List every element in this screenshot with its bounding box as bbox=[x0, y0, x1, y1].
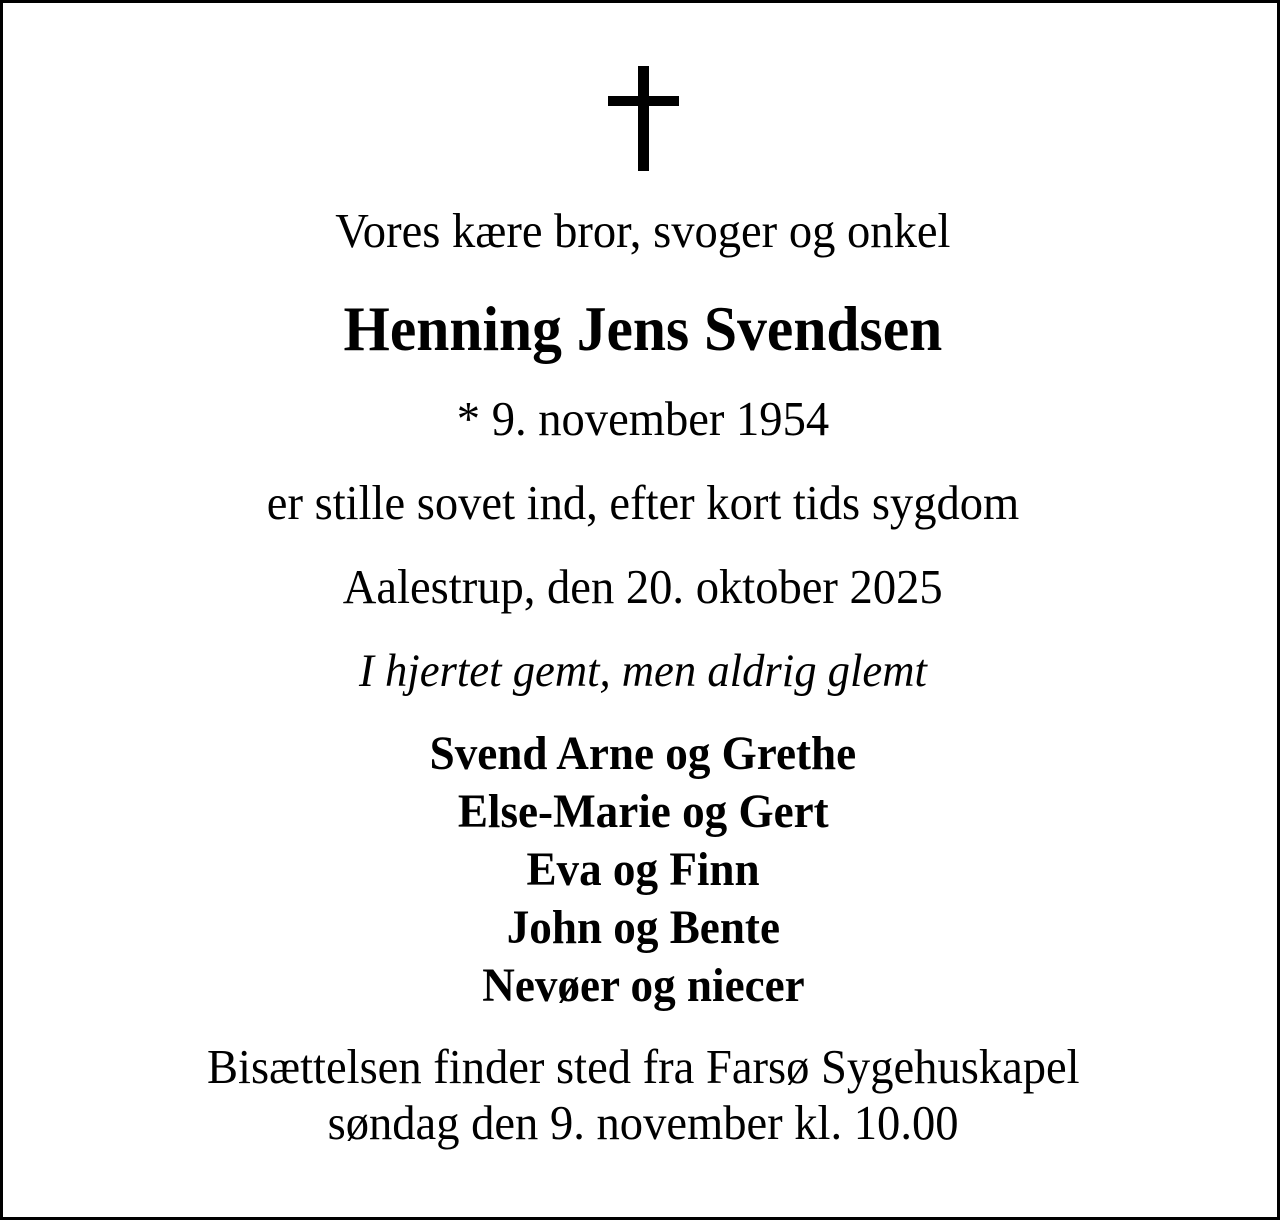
mourner-item bbox=[3, 783, 1280, 841]
mourner-item bbox=[3, 899, 1280, 957]
service-time bbox=[3, 1095, 1280, 1151]
mourner-label: John og Bente bbox=[506, 901, 780, 954]
intro-text bbox=[3, 201, 1280, 261]
service-time-label: søndag den 9. november kl. 10.00 bbox=[327, 1095, 959, 1150]
mourner-label: Eva og Finn bbox=[526, 843, 760, 896]
death-statement-label: er stille sovet ind, efter kort tids sygdom bbox=[266, 475, 1020, 530]
mourner-item bbox=[3, 725, 1280, 783]
service-location-label: Bisættelsen finder sted fra Farsø Sygehuskapel bbox=[206, 1039, 1080, 1094]
deceased-name-label: Henning Jens Svendsen bbox=[343, 293, 943, 364]
mourner-label: Else-Marie og Gert bbox=[457, 785, 829, 838]
place-and-date bbox=[3, 557, 1280, 617]
cross-icon bbox=[3, 3, 1277, 203]
mourner-item bbox=[3, 957, 1280, 1015]
birth-date-label: * 9. november 1954 bbox=[456, 391, 830, 446]
mourner-item bbox=[3, 841, 1280, 899]
mourner-label: Nevøer og niecer bbox=[481, 959, 805, 1012]
cross-vertical-bar bbox=[638, 66, 649, 171]
place-and-date-label: Aalestrup, den 20. oktober 2025 bbox=[343, 559, 943, 614]
mourner-label: Svend Arne og Grethe bbox=[429, 727, 857, 780]
intro-label: Vores kære bror, svoger og onkel bbox=[335, 203, 951, 258]
cross-horizontal-bar bbox=[608, 96, 679, 106]
funeral-service-info bbox=[3, 1039, 1280, 1151]
deceased-name bbox=[3, 289, 1280, 369]
death-statement bbox=[3, 473, 1280, 533]
memorial-quote-label: I hjertet gemt, men aldrig glemt bbox=[359, 645, 927, 697]
mourners-list bbox=[3, 725, 1280, 1015]
birth-date bbox=[3, 389, 1280, 449]
service-location bbox=[3, 1039, 1280, 1095]
memorial-quote bbox=[3, 641, 1280, 701]
